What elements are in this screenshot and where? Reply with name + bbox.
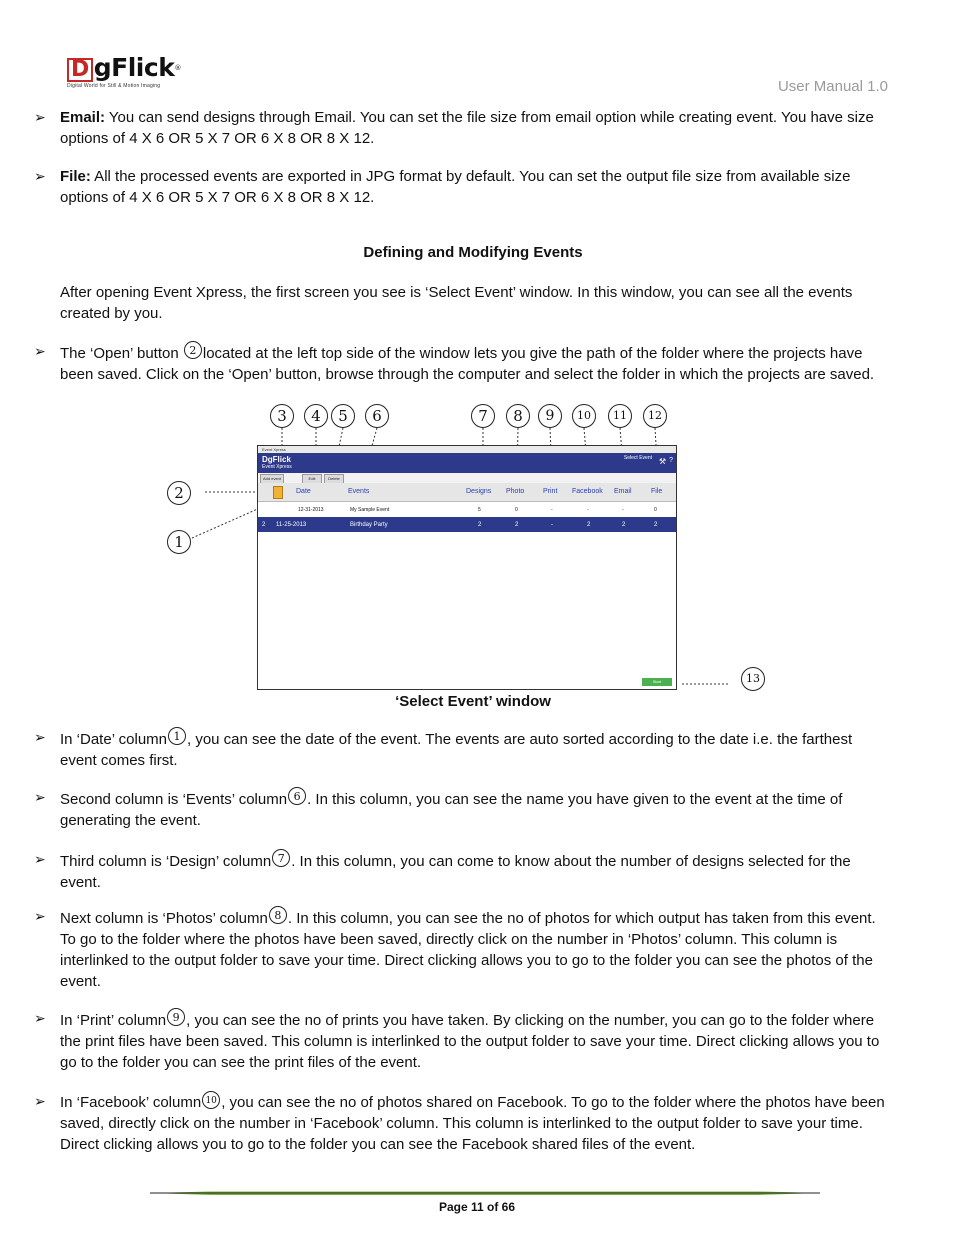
callout-12: 12 xyxy=(643,404,667,428)
bullet-arrow-icon: ➢ xyxy=(34,109,46,125)
callout-5: 5 xyxy=(331,404,355,428)
col-date[interactable]: Date xyxy=(296,488,311,495)
callout-number: 8 xyxy=(269,906,287,924)
logo-d-mark: D xyxy=(67,58,93,82)
select-event-figure xyxy=(0,400,954,710)
callout-1: 1 xyxy=(167,530,191,554)
callout-4: 4 xyxy=(304,404,328,428)
file-bullet: File: All the processed events are exported in JPG format by default. You can set the output file size from available size options of 4 X 6 OR 5 X 7 OR 6 X 8 OR 8 X 12. xyxy=(60,168,851,206)
start-button[interactable]: Start xyxy=(642,678,672,686)
wrench-icon[interactable]: ⚒ xyxy=(658,457,666,466)
callout-13: 13 xyxy=(741,667,765,691)
section-heading: Defining and Modifying Events xyxy=(363,244,583,261)
open-folder-icon[interactable] xyxy=(273,486,283,499)
add-event-button[interactable]: Add event xyxy=(260,474,284,484)
callout-11: 11 xyxy=(608,404,632,428)
window-screen-title: Select Event xyxy=(623,455,652,461)
bullet-arrow-icon: ➢ xyxy=(34,168,46,184)
window-toolbar xyxy=(258,473,676,483)
col-email[interactable]: Email xyxy=(614,488,632,495)
bullet-arrow-icon: ➢ xyxy=(34,1010,46,1026)
select-event-window xyxy=(257,445,677,690)
footer-divider xyxy=(150,1190,820,1196)
bullet-arrow-icon: ➢ xyxy=(34,343,46,359)
page-number: Page 11 of 66 xyxy=(438,1200,516,1214)
print-column-bullet: In ‘Print’ column 9 , you can see the no of prints you have taken. By clicking on the number, you can go to the folder where the print files have been saved. This column is interlinked to the output folder to save your time. Direct clicking allows you to go to the folder you can see the print files of the event. xyxy=(60,1008,890,1073)
col-file[interactable]: File xyxy=(651,488,663,495)
date-column-bullet: In ‘Date’ column 1 , you can see the date of the event. The events are auto sorted according to the date i.e. the farthest event comes first. xyxy=(60,727,890,771)
intro-paragraph: After opening Event Xpress, the first screen you see is ‘Select Event’ window. In this window, you can see all the events created by you. xyxy=(60,284,853,322)
delete-button[interactable]: Delete xyxy=(324,474,344,484)
window-titlebar: Event Xpress xyxy=(258,446,676,453)
photos-column-bullet: Next column is ‘Photos’ column 8 . In this column, you can see the no of photos for which output has taken from this event. To go to the folder where the photos have been saved, directly click on the number in ‘Photos’ column. This column is interlinked to the output folder to save your time. Direct clicking allows you to go to the folder you can see the photos of the event. xyxy=(60,906,890,992)
table-row[interactable]: 12-31-2013 My Sample Event 5 0 - - - 0 xyxy=(298,507,657,513)
figure-caption: ‘Select Event’ window xyxy=(395,693,551,710)
col-facebook[interactable]: Facebook xyxy=(572,488,603,495)
callout-2: 2 xyxy=(167,481,191,505)
callout-number: 10 xyxy=(202,1091,220,1109)
logo-wordmark: gFlick xyxy=(93,53,175,82)
logo-tagline: Digital World for Still & Motion Imaging xyxy=(67,83,161,89)
bullet-arrow-icon: ➢ xyxy=(34,908,46,924)
callout-9: 9 xyxy=(538,404,562,428)
callout-10: 10 xyxy=(572,404,596,428)
open-button-bullet: The ‘Open’ button 2 located at the left top side of the window lets you give the path of the folder where the projects have been saved. Click on the ‘Open’ button, browse through the computer and select the folder in which the projects are saved. xyxy=(60,341,890,385)
bullet-arrow-icon: ➢ xyxy=(34,789,46,805)
callout-number: 7 xyxy=(272,849,290,867)
design-column-bullet: Third column is ‘Design’ column 7 . In this column, you can come to know about the number of designs selected for the event. xyxy=(60,849,890,893)
callout-number: 2 xyxy=(184,341,202,359)
callout-number: 1 xyxy=(168,727,186,745)
bullet-arrow-icon: ➢ xyxy=(34,851,46,867)
window-header xyxy=(258,453,676,473)
table-row[interactable]: 2 11-25-2013 Birthday Party 2 2 - 2 2 2 xyxy=(258,517,676,532)
callout-3: 3 xyxy=(270,404,294,428)
callout-number: 9 xyxy=(167,1008,185,1026)
window-subtitle: Event Xpress xyxy=(262,464,292,470)
doc-label: User Manual 1.0 xyxy=(777,78,888,95)
col-events[interactable]: Events xyxy=(348,488,370,495)
callout-number: 6 xyxy=(288,787,306,805)
window-logo: DgFlick xyxy=(262,455,291,464)
col-designs[interactable]: Designs xyxy=(466,488,492,495)
dgflick-logo: D gFlick® Digital World for Still & Motion Imaging xyxy=(67,53,181,89)
events-column-bullet: Second column is ‘Events’ column 6 . In this column, you can see the name you have given to the event at the time of generating the event. xyxy=(60,787,890,831)
col-print[interactable]: Print xyxy=(543,488,558,495)
facebook-column-bullet: In ‘Facebook’ column 10 , you can see the no of photos shared on Facebook. To go to the folder where the photos have been saved, directly click on the number in ‘Facebook’ column. This column is interlinked to the output folder to save your time. Direct clicking allows you to go to the folder you can see the Facebook shared files of the event. xyxy=(60,1091,890,1155)
column-header-row xyxy=(258,483,676,502)
edit-button[interactable]: Edit xyxy=(302,474,322,484)
callout-8: 8 xyxy=(506,404,530,428)
callout-6: 6 xyxy=(365,404,389,428)
bullet-arrow-icon: ➢ xyxy=(34,729,46,745)
bullet-arrow-icon: ➢ xyxy=(34,1093,46,1109)
callout-7: 7 xyxy=(471,404,495,428)
email-bullet: Email: You can send designs through Email. You can set the file size from email option while creating event. You have size options of 4 X 6 OR 5 X 7 OR 6 X 8 OR 8 X 12. xyxy=(60,109,874,147)
help-icon[interactable]: ? xyxy=(669,457,673,464)
col-photo[interactable]: Photo xyxy=(506,488,525,495)
